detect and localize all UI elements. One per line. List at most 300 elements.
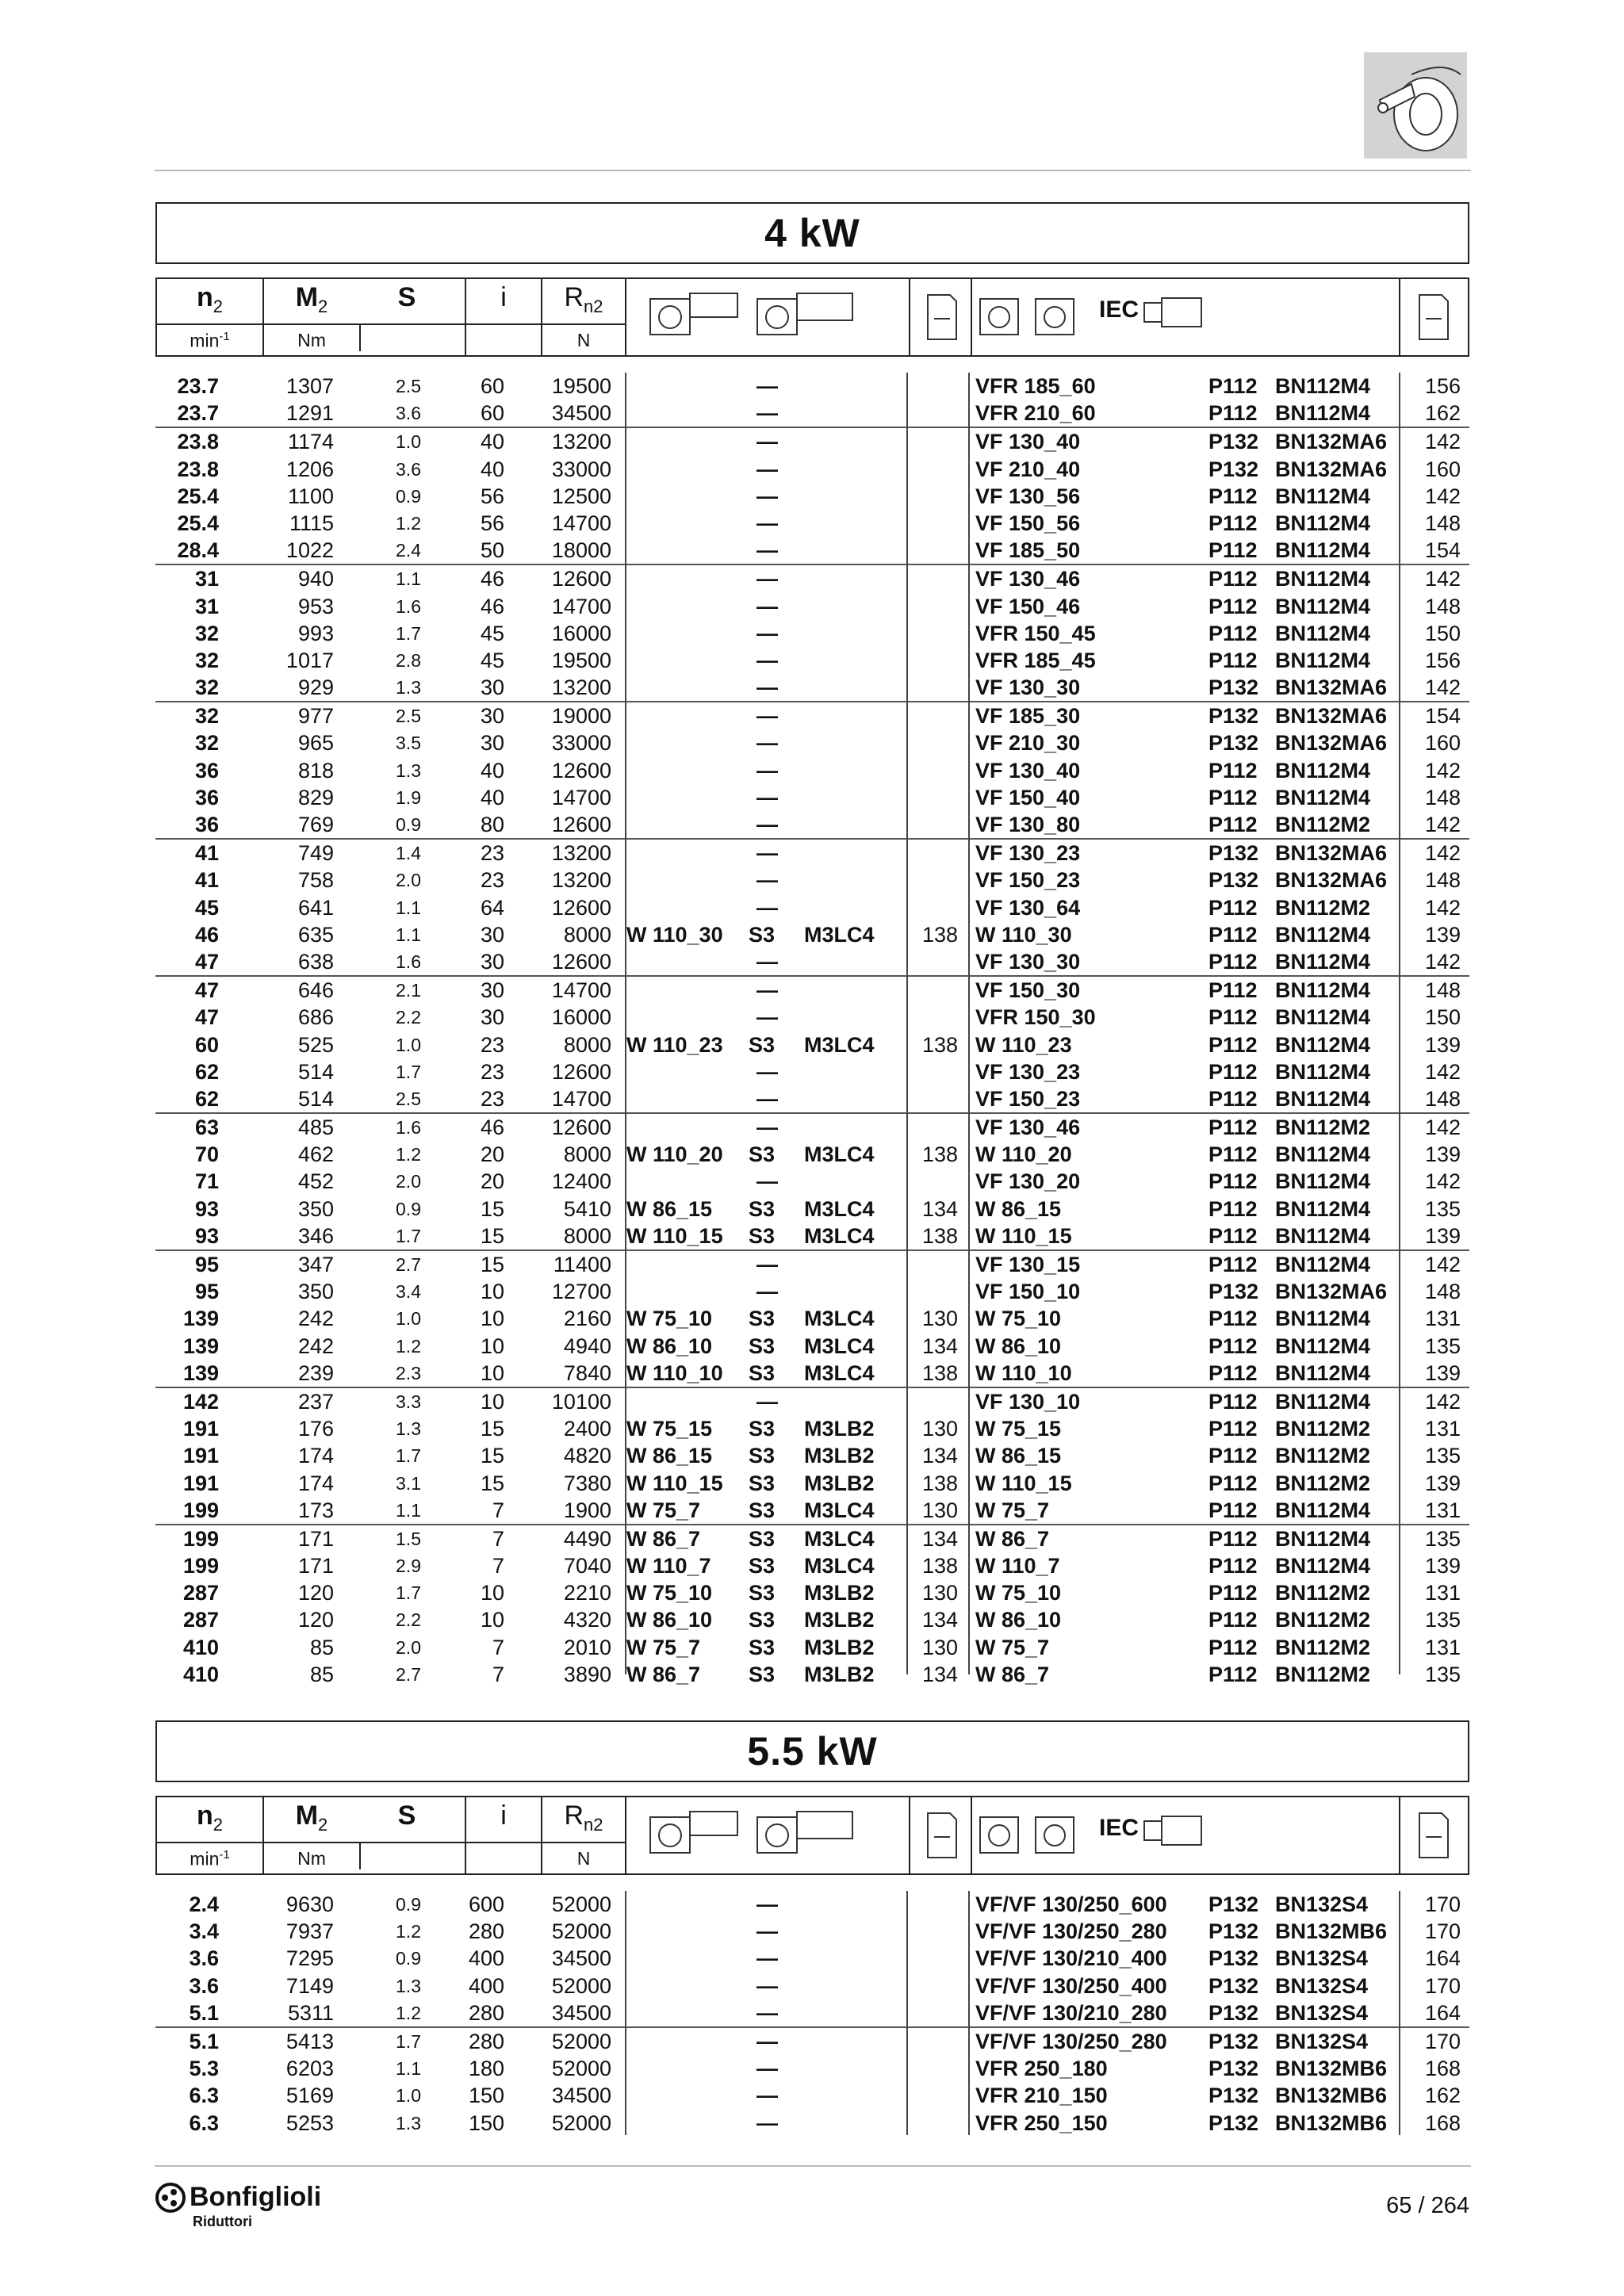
worm-gearmotor: W 86_15 [626,1444,713,1468]
service-factor: 1.6 [396,951,421,972]
motor-model: BN112M4 [1275,1307,1371,1331]
motor-flange: P112 [1208,1223,1258,1248]
page-ref-iec: 142 [1424,1115,1461,1140]
motor-flange: P112 [1208,1169,1258,1194]
motor-adapter: S3 [749,1498,776,1522]
radial-load: 52000 [551,1919,611,1944]
motor-model: BN112M4 [1275,1223,1371,1248]
worm-gearmotor: W 75_15 [626,1417,713,1441]
table-row [155,1891,1469,1918]
page-ref-icon [910,1797,972,1873]
gearbox-model: W 110_7 [975,1554,1060,1578]
ratio: 23 [480,868,504,893]
output-torque: 120 [297,1608,334,1632]
motor-model: BN112M2 [1275,1581,1371,1605]
gearbox-model: W 110_15 [975,1223,1072,1248]
motor-model: BN132MB6 [1275,2057,1388,2081]
not-available-dash: — [756,594,778,618]
output-torque: 638 [297,949,334,974]
output-speed: 6.3 [189,2110,219,2135]
output-torque: 965 [297,731,334,756]
output-torque: 993 [297,621,334,645]
service-factor: 2.5 [396,1088,421,1109]
motor-model: BN132MA6 [1275,675,1388,700]
radial-load: 18000 [551,538,611,563]
motor-flange: P132 [1208,2084,1259,2108]
output-speed: 32 [194,648,219,672]
motor-flange: P112 [1208,648,1258,672]
page-ref-iec: 135 [1424,1608,1461,1632]
service-factor: 2.3 [396,1362,421,1383]
table-row [155,2082,1469,2109]
table-row [155,1168,1469,1195]
output-speed: 47 [194,1005,219,1030]
ratio: 400 [468,1946,504,1971]
page-ref-iec: 139 [1424,1554,1461,1578]
motor-code: M3LC4 [804,1307,875,1331]
not-available-dash: — [756,511,778,535]
page-ref-iec: 131 [1424,1581,1461,1605]
output-torque: 171 [297,1554,334,1578]
gearbox-model: VF 185_30 [975,704,1081,729]
table-row [155,811,1469,838]
service-factor: 1.2 [396,1335,421,1357]
motor-code: M3LC4 [804,1360,875,1385]
service-factor: 1.3 [396,1418,421,1440]
output-speed: 25.4 [177,484,219,508]
page-ref-iec: 162 [1424,2084,1461,2108]
iec-label: IEC [1099,297,1139,323]
gearbox-model: VFR 150_30 [975,1005,1096,1030]
motor-flange: P132 [1208,1919,1259,1944]
output-torque: 641 [297,895,334,920]
motor-model: BN132MB6 [1275,2110,1388,2135]
table-row [155,1606,1469,1633]
power-title-box [155,1720,1469,1782]
gearbox-model: VF 150_23 [975,1086,1081,1111]
output-speed: 5.1 [189,2029,219,2053]
output-torque: 1291 [285,401,334,426]
not-available-dash: — [756,704,778,729]
ratio: 30 [480,675,504,700]
worm-gearmotor: W 110_20 [626,1142,723,1167]
motor-model: BN112M4 [1275,1005,1371,1030]
motor-code: M3LB2 [804,1608,875,1632]
ratio: 10 [480,1280,504,1304]
motor-model: BN132MB6 [1275,2084,1388,2108]
gearbox-model: VFR 250_150 [975,2110,1108,2135]
output-speed: 41 [194,841,219,866]
motor-model: BN112M4 [1275,1253,1371,1276]
service-factor: 1.0 [396,1034,421,1055]
table-row [155,1634,1469,1661]
worm-gearmotor: W 110_15 [626,1471,723,1495]
motor-flange: P112 [1208,511,1258,535]
not-available-dash: — [756,567,778,591]
output-speed: 191 [182,1471,219,1495]
output-speed: 46 [194,922,219,947]
ratio: 150 [468,2084,504,2108]
brand-subtitle: Riduttori [193,2214,252,2229]
table-row [155,757,1469,784]
output-torque: 525 [297,1032,334,1057]
page-ref-iec: 168 [1424,2110,1461,2135]
service-factor: 1.6 [396,1117,421,1138]
output-torque: 347 [297,1253,334,1276]
service-factor: 1.1 [396,2058,421,2080]
table-row [155,729,1469,756]
ratio: 15 [480,1417,504,1441]
radial-load: 52000 [551,2110,611,2135]
service-factor: 2.8 [396,649,421,671]
output-torque: 171 [297,1526,334,1551]
service-factor: 1.9 [396,786,421,808]
ratio: 10 [480,1581,504,1605]
table-row [155,1387,1469,1415]
output-speed: 36 [194,785,219,809]
motor-code: M3LB2 [804,1581,875,1605]
service-factor: 1.1 [396,897,421,918]
ratio: 30 [480,731,504,756]
gearbox-model: VF 130_80 [975,813,1081,836]
radial-load: 12700 [551,1280,611,1304]
header-i: i [466,279,542,355]
radial-load: 33000 [551,457,611,481]
gearbox-model: VF 210_30 [975,731,1081,756]
not-available-dash: — [756,2110,778,2135]
service-factor: 2.7 [396,1254,421,1275]
ratio: 30 [480,949,504,974]
worm-gearmotor: W 110_10 [626,1360,723,1385]
motor-flange: P132 [1208,704,1259,729]
output-speed: 45 [194,895,219,920]
gearbox-model: VF 130_23 [975,1059,1081,1084]
service-factor: 1.2 [396,1144,421,1165]
output-speed: 71 [194,1169,219,1194]
gearbox-model: VF 130_30 [975,949,1081,974]
output-torque: 818 [297,758,334,783]
table-row [155,948,1469,975]
motor-model: BN112M4 [1275,1498,1371,1522]
gearbox-model: W 110_30 [975,922,1072,947]
service-factor: 0.9 [396,1948,421,1969]
motor-flange: P132 [1208,457,1259,481]
not-available-dash: — [756,731,778,756]
service-factor: 2.0 [396,1636,421,1658]
page-ref-iec: 168 [1424,2057,1461,2081]
output-torque: 829 [297,785,334,809]
motor-code: M3LB2 [804,1662,875,1686]
page-ref: 134 [921,1608,958,1632]
motor-flange: P112 [1208,1086,1258,1111]
motor-adapter: S3 [749,1142,776,1167]
output-torque: 174 [297,1444,334,1468]
service-factor: 1.4 [396,843,421,864]
output-torque: 120 [297,1581,334,1605]
motor-model: BN112M4 [1275,511,1371,535]
service-factor: 1.1 [396,924,421,945]
table-row [155,537,1469,564]
power-title: 4 kW [764,211,860,255]
table-row [155,510,1469,537]
ratio: 20 [480,1142,504,1167]
gearmotor-icon [626,279,910,355]
gearbox-model: VFR 185_60 [975,374,1096,398]
output-speed: 6.3 [189,2084,219,2108]
worm-gearmotor: W 75_10 [626,1307,713,1331]
service-factor: 3.4 [396,1281,421,1303]
radial-load: 19500 [551,648,611,672]
page-ref-iec: 150 [1424,621,1461,645]
motor-adapter: S3 [749,1360,776,1385]
output-torque: 5169 [285,2084,334,2108]
power-title-box [155,202,1469,264]
not-available-dash: — [756,2084,778,2108]
ratio: 150 [468,2110,504,2135]
ratio: 280 [468,1919,504,1944]
motor-flange: P112 [1208,1662,1258,1686]
motor-flange: P112 [1208,895,1258,920]
output-torque: 1174 [287,430,334,454]
column-divider [906,1891,908,2135]
page-ref-iec: 160 [1424,731,1461,756]
radial-load: 14700 [551,511,611,535]
service-factor: 3.5 [396,733,421,754]
not-available-dash: — [756,1086,778,1111]
output-speed: 5.1 [189,2000,219,2025]
output-speed: 3.6 [189,1973,219,1998]
output-speed: 5.3 [189,2057,219,2081]
not-available-dash: — [756,895,778,920]
output-speed: 31 [194,594,219,618]
motor-code: M3LB2 [804,1417,875,1441]
column-divider [625,373,626,1674]
table-row [155,1004,1469,1031]
page-ref-iec: 135 [1424,1526,1461,1551]
gearbox-model: VF 150_23 [975,868,1081,893]
motor-adapter: S3 [749,1334,776,1358]
table-row [155,620,1469,647]
gearbox-model: W 110_20 [975,1142,1072,1167]
table-row [155,2026,1469,2055]
output-torque: 5413 [285,2029,334,2053]
ratio: 10 [480,1360,504,1385]
output-torque: 1100 [287,484,334,508]
output-speed: 191 [182,1444,219,1468]
service-factor: 1.7 [396,1445,421,1467]
not-available-dash: — [756,2029,778,2053]
radial-load: 2160 [563,1307,611,1331]
service-factor: 2.2 [396,1007,421,1028]
table-row [155,1112,1469,1141]
page-ref-iec: 142 [1424,1389,1461,1414]
not-available-dash: — [756,1059,778,1084]
page-ref-iec: 170 [1424,1892,1461,1916]
service-factor: 1.0 [396,2085,421,2107]
motor-model: BN112M4 [1275,1086,1371,1111]
page-ref-iec: 139 [1424,922,1461,947]
motor-adapter: S3 [749,1307,776,1331]
ratio: 40 [480,758,504,783]
motor-code: M3LC4 [804,1223,875,1248]
motor-flange: P112 [1208,1307,1258,1331]
page-ref-iec: 135 [1424,1444,1461,1468]
radial-load: 4820 [563,1444,611,1468]
radial-load: 3890 [563,1662,611,1686]
gearbox-model: VFR 210_150 [975,2084,1108,2108]
ratio: 60 [480,374,504,398]
page-ref: 138 [921,1554,958,1578]
page-ref-iec: 154 [1424,538,1461,563]
motor-flange: P132 [1208,1892,1259,1916]
page-ref-iec: 142 [1424,430,1461,454]
motor-flange: P132 [1208,1973,1259,1998]
motor-model: BN132MA6 [1275,841,1388,866]
motor-flange: P112 [1208,1142,1258,1167]
worm-gearmotor: W 86_7 [626,1526,701,1551]
table-row [155,1973,1469,1999]
motor-model: BN112M4 [1275,484,1371,508]
ratio: 40 [480,457,504,481]
gearbox-model: VF 150_46 [975,594,1081,618]
page-ref-iec: 156 [1424,374,1461,398]
output-speed: 139 [182,1360,219,1385]
table-row [155,1278,1469,1305]
gearbox-model: W 110_23 [975,1032,1072,1057]
output-speed: 70 [194,1142,219,1167]
gearbox-model: VFR 185_45 [975,648,1096,672]
service-factor: 1.5 [396,1528,421,1549]
motor-adapter: S3 [749,1581,776,1605]
service-factor: 1.3 [396,760,421,781]
radial-load: 4320 [563,1608,611,1632]
page-ref-iec: 142 [1424,1059,1461,1084]
not-available-dash: — [756,1973,778,1998]
motor-code: M3LC4 [804,1142,875,1167]
table-row [155,427,1469,455]
motor-flange: P112 [1208,1581,1258,1605]
page-ref-icon [910,279,972,355]
output-speed: 199 [182,1554,219,1578]
radial-load: 34500 [551,1946,611,1971]
motor-model: BN132S4 [1275,2000,1369,2025]
output-torque: 686 [297,1005,334,1030]
column-divider [968,1891,970,2135]
page-ref-iec: 148 [1424,1086,1461,1111]
motor-flange: P112 [1208,567,1258,591]
not-available-dash: — [756,2000,778,2025]
service-factor: 1.7 [396,1225,421,1246]
ratio: 40 [480,430,504,454]
output-torque: 7295 [285,1946,334,1971]
motor-model: BN112M4 [1275,567,1371,591]
output-torque: 646 [297,978,334,1003]
gearbox-model: VFR 250_180 [975,2057,1108,2081]
column-divider [1399,1891,1400,2135]
iec-motor-icon [1143,295,1206,335]
output-torque: 7937 [285,1919,334,1944]
header-i: i [466,1797,542,1873]
output-torque: 85 [309,1662,334,1686]
service-factor: 0.9 [396,814,421,835]
output-torque: 977 [297,704,334,729]
page-ref: 130 [921,1581,958,1605]
header-page-icon-1 [910,1797,972,1873]
page-ref-iec: 142 [1424,1169,1461,1194]
worm-gearmotor: W 75_7 [626,1498,701,1522]
worm-gearmotor: W 110_7 [626,1554,711,1578]
table-row [155,483,1469,510]
motor-model: BN112M4 [1275,621,1371,645]
table-row [155,2055,1469,2082]
ratio: 30 [480,704,504,729]
service-factor: 2.7 [396,1663,421,1685]
radial-load: 8000 [563,1223,611,1248]
output-speed: 47 [194,949,219,974]
output-torque: 242 [297,1307,334,1331]
motor-flange: P112 [1208,1608,1258,1632]
iec-motor-icon [1143,1813,1206,1853]
service-factor: 1.3 [396,1975,421,1996]
page-ref-iec: 142 [1424,567,1461,591]
page-ref: 130 [921,1307,958,1331]
motor-flange: P112 [1208,1389,1258,1414]
output-speed: 3.6 [189,1946,219,1971]
not-available-dash: — [756,1169,778,1194]
output-speed: 23.7 [177,401,219,426]
radial-load: 4940 [563,1334,611,1358]
page-ref-icon [1400,1797,1468,1873]
output-torque: 239 [297,1360,334,1385]
page-ref-iec: 160 [1424,457,1461,481]
output-speed: 287 [182,1608,219,1632]
motor-model: BN112M2 [1275,895,1371,920]
radial-load: 13200 [551,430,611,454]
page-ref-iec: 135 [1424,1334,1461,1358]
service-factor: 1.7 [396,1061,421,1082]
service-factor: 1.3 [396,2112,421,2133]
page-ref: 134 [921,1662,958,1686]
service-factor: 2.5 [396,376,421,396]
ratio: 10 [480,1608,504,1632]
page-ref-iec: 139 [1424,1032,1461,1057]
output-torque: 174 [297,1471,334,1495]
not-available-dash: — [756,621,778,645]
not-available-dash: — [756,484,778,508]
radial-load: 10100 [551,1389,611,1414]
motor-model: BN132MA6 [1275,1280,1388,1304]
motor-adapter: S3 [749,1554,776,1578]
radial-load: 12600 [551,758,611,783]
output-speed: 23.7 [177,374,219,398]
gearbox-model: VF 130_30 [975,675,1081,700]
output-torque: 1017 [285,648,334,672]
motor-model: BN112M4 [1275,1389,1371,1414]
radial-load: 7840 [563,1360,611,1385]
page-ref-iec: 148 [1424,594,1461,618]
table-row [155,2110,1469,2137]
table-row [155,1470,1469,1497]
ratio: 23 [480,1059,504,1084]
motor-model: BN132MA6 [1275,430,1388,454]
not-available-dash: — [756,978,778,1003]
page-ref-iec: 142 [1424,675,1461,700]
not-available-dash: — [756,430,778,454]
page-ref-icon [1400,279,1468,355]
page-ref-iec: 164 [1424,1946,1461,1971]
radial-load: 7380 [563,1471,611,1495]
motor-model: BN132S4 [1275,1973,1369,1998]
